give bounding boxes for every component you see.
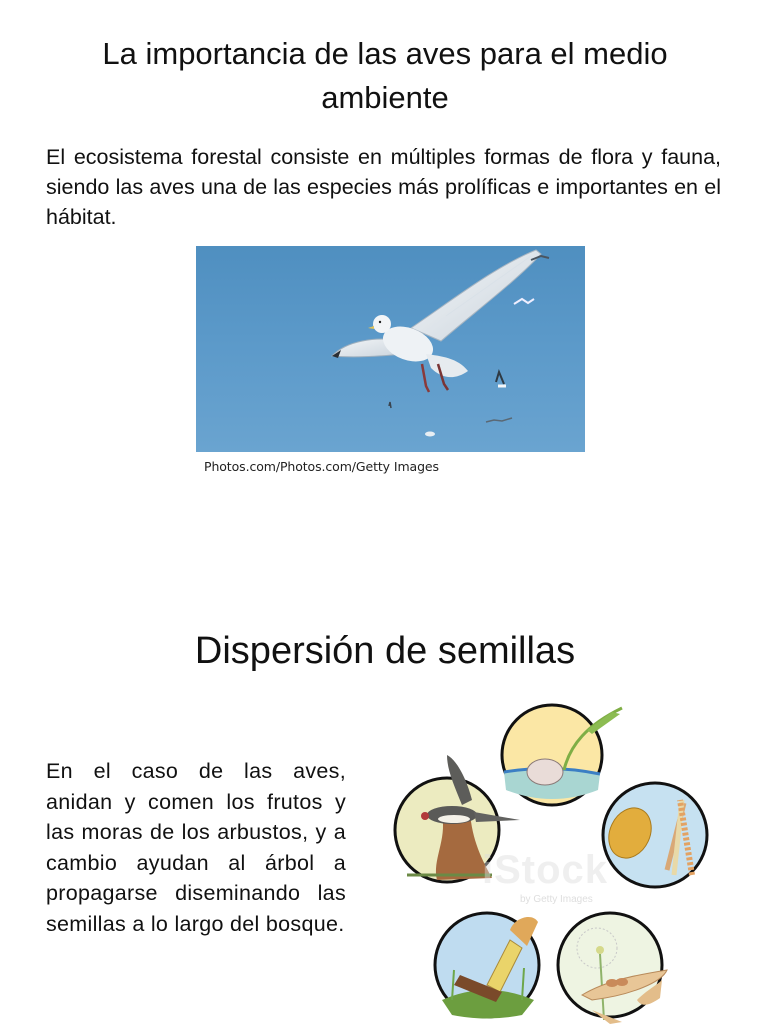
slide-seed-dispersal	[0, 560, 768, 1024]
seagull-photo	[196, 246, 585, 452]
slide-body-text: En el caso de las aves, anidan y comen los frutos y las moras de los arbustos, y a cambio ayudan al árbol a propagarse diseminando las semillas a lo largo del bosque.	[46, 759, 346, 936]
wind-seeds-panel-icon	[558, 913, 667, 1024]
boot-panel-icon	[435, 913, 539, 1019]
photo-credit: Photos.com/Photos.com/Getty Images	[204, 459, 439, 474]
watermark-subtext: by Getty Images	[520, 894, 593, 905]
watermark-text: iStock	[482, 848, 609, 892]
seed-pods-panel-icon	[601, 783, 707, 887]
slide-title: La importancia de las aves para el medio ambiente	[102, 36, 668, 115]
slide-title: Dispersión de semillas	[194, 630, 576, 672]
seagull-image-icon	[196, 246, 585, 452]
water-seed-panel-icon	[502, 705, 622, 805]
slide-body-text: El ecosistema forestal consiste en múltiples formas de flora y fauna, siendo las aves una de las especies más prolíficas e importantes en el hábitat.	[46, 145, 721, 229]
seed-dispersal-illustration	[392, 700, 722, 1024]
